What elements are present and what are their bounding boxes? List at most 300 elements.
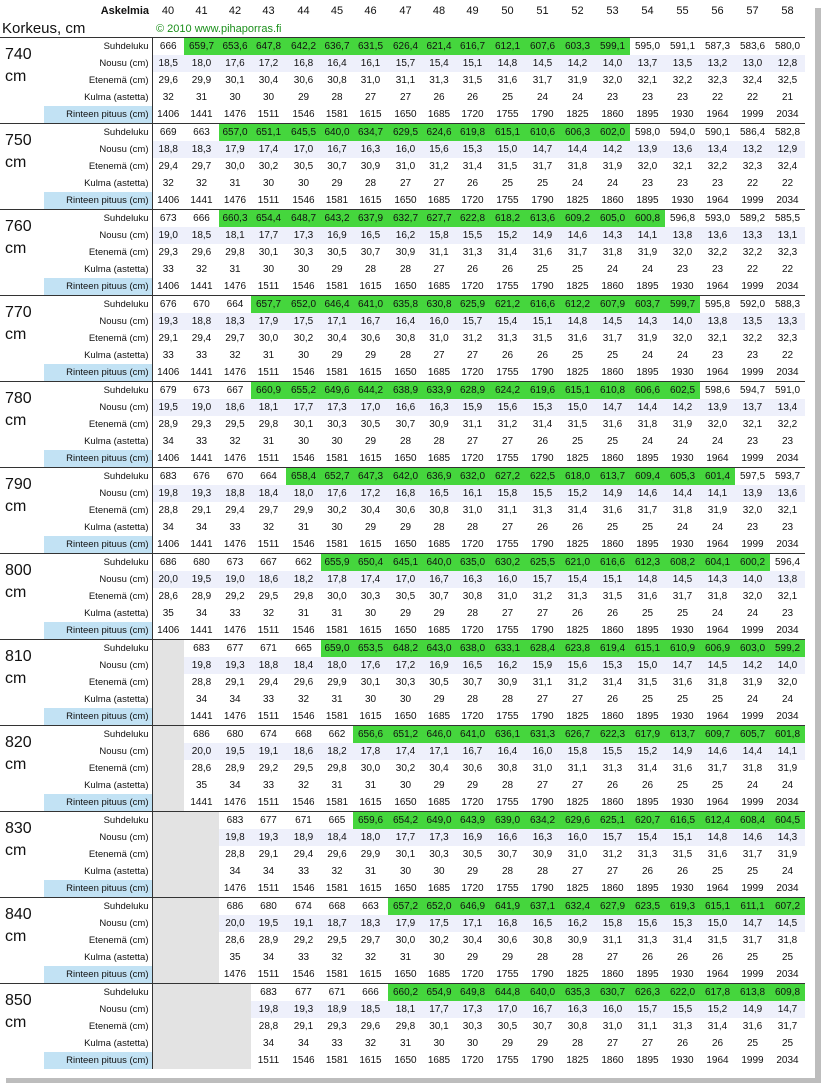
data-row — [0, 794, 805, 812]
value-cell: 31 — [229, 264, 241, 275]
value-cell: 30 — [297, 350, 310, 361]
value-cell: 29,9 — [191, 75, 212, 86]
row-label: Suhdeluku — [44, 468, 152, 486]
row-label: Kulma (astetta) — [44, 175, 152, 192]
value-cell: 31,8 — [567, 161, 588, 172]
data-row — [0, 192, 805, 210]
value-cell: 16,4 — [321, 55, 353, 72]
value-cell: 1546 — [292, 539, 315, 550]
value-cell: 616,7 — [455, 38, 490, 56]
value-cell: 32,1 — [672, 161, 693, 172]
value-cell: 615,1 — [490, 124, 525, 142]
value-cell: 29,1 — [225, 677, 245, 688]
value-cell: 30,9 — [360, 161, 381, 172]
value-cell: 1441 — [190, 453, 213, 464]
value-cell — [152, 932, 184, 949]
value-cell: 29,2 — [293, 935, 314, 946]
row-label: Rinteen pituus (cm) — [44, 794, 152, 812]
value-cell: 612,3 — [630, 554, 665, 572]
value-cell: 1650 — [394, 109, 417, 120]
value-cell: 14,7 — [770, 1001, 805, 1018]
value-cell: 32,0 — [742, 591, 763, 602]
value-cell: 16,0 — [595, 1001, 630, 1018]
value-cell: 31,6 — [672, 677, 693, 688]
value-cell: 1441 — [190, 711, 213, 722]
value-cell: 654,2 — [388, 812, 423, 830]
value-cell: 13,6 — [665, 141, 700, 158]
value-cell: 582,8 — [770, 124, 805, 142]
value-cell: 30,7 — [429, 591, 449, 602]
value-cell: 1790 — [531, 711, 554, 722]
value-cell — [152, 863, 184, 880]
value-cell: 1615 — [359, 367, 382, 378]
value-cell: 15,3 — [525, 399, 560, 416]
value-cell: 655,2 — [286, 382, 321, 400]
value-cell: 645,1 — [388, 554, 423, 572]
value-cell: 25 — [676, 608, 689, 619]
value-cell: 33 — [331, 1038, 343, 1049]
value-cell: 1825 — [566, 539, 589, 550]
data-row — [0, 433, 805, 450]
value-cell: 24 — [746, 608, 759, 619]
data-row — [0, 227, 805, 244]
value-cell: 16,3 — [560, 1001, 595, 1018]
value-cell — [152, 880, 184, 898]
value-cell: 14,9 — [735, 1001, 770, 1018]
value-cell: 16,3 — [423, 399, 455, 416]
value-cell: 17,0 — [388, 571, 423, 588]
value-cell: 26 — [676, 952, 689, 963]
value-cell: 29,1 — [293, 1021, 314, 1032]
value-cell: 671 — [321, 984, 353, 1002]
value-cell: 640,0 — [525, 984, 560, 1002]
data-row — [0, 468, 805, 486]
value-cell: 31,9 — [637, 247, 658, 258]
value-cell: 17,3 — [286, 227, 321, 244]
header-row — [0, 2, 805, 20]
value-cell: 16,0 — [560, 829, 595, 846]
value-cell: 29,7 — [191, 161, 212, 172]
value-cell: 635,8 — [388, 296, 423, 314]
value-cell: 19,1 — [286, 915, 321, 932]
height-label — [0, 640, 44, 726]
value-cell: 1685 — [427, 539, 451, 550]
value-cell: 28 — [536, 952, 549, 963]
value-cell: 1930 — [671, 883, 694, 894]
value-cell: 1964 — [706, 883, 729, 894]
value-cell: 31,2 — [567, 677, 588, 688]
value-cell: 31,3 — [429, 75, 449, 86]
value-cell: 1581 — [325, 195, 349, 206]
value-cell: 606,9 — [700, 640, 735, 658]
value-cell: 30 — [262, 264, 275, 275]
data-row — [0, 674, 805, 691]
step-count-header: 42 — [228, 5, 242, 17]
data-row — [0, 812, 805, 830]
value-cell: 653,6 — [219, 38, 251, 56]
value-cell: 622,3 — [595, 726, 630, 744]
value-cell: 24 — [781, 694, 794, 705]
height-value: 820 — [5, 734, 32, 751]
value-cell — [184, 846, 219, 863]
value-cell: 616,6 — [595, 554, 630, 572]
value-cell: 30 — [399, 780, 412, 791]
value-cell: 31,8 — [777, 935, 798, 946]
value-cell: 33 — [262, 780, 275, 791]
value-cell: 642,2 — [286, 38, 321, 56]
value-cell: 622,0 — [665, 984, 700, 1002]
value-cell: 1650 — [394, 797, 417, 808]
value-cell: 31,5 — [602, 591, 623, 602]
value-cell: 25 — [501, 92, 514, 103]
value-cell: 31,9 — [777, 763, 798, 774]
value-cell: 665 — [286, 640, 321, 658]
value-cell: 30,5 — [395, 591, 416, 602]
value-cell: 28,6 — [158, 591, 178, 602]
value-cell: 615,1 — [630, 640, 665, 658]
value-cell: 15,4 — [560, 571, 595, 588]
value-cell: 1685 — [427, 367, 451, 378]
value-cell: 31 — [262, 350, 275, 361]
height-unit: cm — [5, 68, 27, 85]
value-cell: 1790 — [531, 625, 554, 636]
value-cell: 1546 — [292, 883, 315, 894]
value-cell: 683 — [251, 984, 286, 1002]
value-cell: 1825 — [566, 367, 589, 378]
value-cell: 601,4 — [700, 468, 735, 486]
value-cell: 32,0 — [672, 247, 693, 258]
value-cell: 30,6 — [293, 75, 314, 86]
value-cell: 1546 — [292, 367, 315, 378]
value-cell: 31,1 — [497, 505, 518, 516]
value-cell: 593,0 — [700, 210, 735, 228]
value-cell: 1755 — [496, 367, 519, 378]
value-cell: 18,1 — [219, 227, 251, 244]
value-cell: 26 — [466, 92, 479, 103]
value-cell: 25 — [746, 952, 759, 963]
value-cell: 654,9 — [423, 984, 455, 1002]
value-cell: 592,0 — [735, 296, 770, 314]
value-cell: 17,6 — [353, 657, 388, 674]
value-cell: 2034 — [776, 109, 799, 120]
value-cell: 17,7 — [423, 1001, 455, 1018]
value-cell: 13,9 — [735, 485, 770, 502]
data-row — [0, 726, 805, 744]
value-cell: 17,4 — [251, 141, 286, 158]
value-cell: 29,8 — [327, 763, 347, 774]
value-cell: 583,6 — [735, 38, 770, 56]
value-cell: 15,1 — [525, 313, 560, 330]
value-cell: 12,8 — [770, 55, 805, 72]
value-cell: 30,8 — [327, 75, 347, 86]
value-cell: 29,5 — [327, 935, 347, 946]
row-label: Nousu (cm) — [44, 399, 152, 416]
value-cell: 32,1 — [742, 419, 763, 430]
value-cell — [152, 708, 184, 726]
value-cell: 1930 — [671, 367, 694, 378]
value-cell: 24 — [746, 694, 759, 705]
value-cell: 1964 — [706, 109, 729, 120]
value-cell — [184, 863, 219, 880]
value-cell — [184, 1001, 219, 1018]
value-cell: 619,3 — [665, 898, 700, 916]
value-cell: 1755 — [496, 625, 519, 636]
value-cell: 29 — [501, 1038, 514, 1049]
value-cell: 31 — [364, 780, 377, 791]
value-cell: 612,4 — [700, 812, 735, 830]
value-cell — [152, 949, 184, 966]
value-cell: 18,8 — [184, 313, 219, 330]
value-cell: 30 — [399, 694, 412, 705]
value-cell: 601,8 — [770, 726, 805, 744]
value-cell: 1406 — [157, 281, 180, 292]
value-cell: 1720 — [461, 1055, 484, 1066]
value-cell: 29,9 — [327, 677, 347, 688]
value-cell: 34 — [195, 694, 208, 705]
value-cell: 667 — [251, 554, 286, 572]
value-cell: 14,7 — [735, 915, 770, 932]
value-cell: 31,2 — [462, 333, 483, 344]
value-cell: 31,9 — [777, 849, 798, 860]
row-label: Nousu (cm) — [44, 485, 152, 502]
copyright-text: © 2010 www.pihaporras.fi — [156, 22, 282, 35]
value-cell: 19,8 — [152, 485, 184, 502]
value-cell: 633,9 — [423, 382, 455, 400]
value-cell: 31,3 — [637, 849, 658, 860]
value-cell: 1999 — [741, 453, 764, 464]
value-cell: 15,2 — [630, 743, 665, 760]
value-cell: 633,1 — [490, 640, 525, 658]
value-cell: 16,1 — [455, 485, 490, 502]
value-cell: 13,7 — [735, 399, 770, 416]
value-cell: 593,7 — [770, 468, 805, 486]
data-row — [0, 880, 805, 898]
value-cell: 28 — [433, 436, 445, 447]
value-cell: 607,9 — [595, 296, 630, 314]
value-cell: 621,2 — [490, 296, 525, 314]
data-row — [0, 640, 805, 658]
value-cell: 609,4 — [630, 468, 665, 486]
value-cell: 16,3 — [353, 141, 388, 158]
value-cell: 14,5 — [700, 657, 735, 674]
value-cell: 15,5 — [455, 227, 490, 244]
value-cell: 645,5 — [286, 124, 321, 142]
value-cell: 25 — [571, 264, 584, 275]
value-cell: 673 — [184, 382, 219, 400]
value-cell: 680 — [184, 554, 219, 572]
value-cell: 17,1 — [423, 743, 455, 760]
row-label: Rinteen pituus (cm) — [44, 622, 152, 640]
value-cell: 25 — [536, 178, 549, 189]
value-cell: 595,8 — [700, 296, 735, 314]
value-cell: 29 — [466, 952, 479, 963]
value-cell: 28,8 — [158, 505, 178, 516]
value-cell: 31,2 — [532, 591, 553, 602]
value-cell: 15,2 — [560, 485, 595, 502]
data-row — [0, 863, 805, 880]
value-cell: 29,7 — [360, 935, 381, 946]
value-cell: 2034 — [776, 883, 799, 894]
value-cell: 1964 — [706, 1055, 729, 1066]
value-cell: 23 — [781, 608, 794, 619]
value-cell: 1546 — [292, 711, 315, 722]
value-cell: 666 — [152, 38, 184, 56]
value-cell: 1999 — [741, 1055, 764, 1066]
row-label: Rinteen pituus (cm) — [44, 450, 152, 468]
value-cell: 29,9 — [360, 849, 381, 860]
value-cell: 25 — [536, 264, 549, 275]
value-cell: 18,0 — [353, 829, 388, 846]
value-cell — [152, 777, 184, 794]
value-cell: 29,8 — [395, 1021, 416, 1032]
value-cell: 31 — [364, 866, 377, 877]
value-cell: 31 — [297, 608, 310, 619]
value-cell: 31,9 — [602, 161, 623, 172]
value-cell — [184, 1018, 219, 1035]
value-cell — [184, 898, 219, 916]
value-cell: 1860 — [601, 367, 624, 378]
value-cell: 25 — [676, 780, 689, 791]
step-count-header: 58 — [781, 5, 794, 17]
value-cell — [219, 1035, 251, 1052]
row-label: Suhdeluku — [44, 640, 152, 658]
value-cell: 24 — [606, 264, 619, 275]
value-cell: 33 — [195, 350, 208, 361]
value-cell: 13,4 — [700, 141, 735, 158]
value-cell: 17,9 — [251, 313, 286, 330]
value-cell: 31,4 — [602, 677, 623, 688]
row-label: Nousu (cm) — [44, 1001, 152, 1018]
value-cell: 1441 — [190, 281, 213, 292]
value-cell: 15,1 — [665, 829, 700, 846]
value-cell: 613,7 — [595, 468, 630, 486]
value-cell: 17,2 — [353, 485, 388, 502]
value-cell: 14,6 — [735, 829, 770, 846]
value-cell: 1476 — [223, 711, 247, 722]
value-cell: 30 — [433, 1038, 445, 1049]
value-cell: 32 — [162, 92, 174, 103]
value-cell: 1581 — [325, 969, 349, 980]
value-cell: 30,1 — [258, 247, 279, 258]
value-cell: 30,6 — [497, 935, 518, 946]
value-cell: 31,7 — [637, 505, 658, 516]
row-label: Rinteen pituus (cm) — [44, 1052, 152, 1069]
value-cell: 14,0 — [770, 657, 805, 674]
value-cell: 609,8 — [770, 984, 805, 1002]
value-cell: 31,7 — [742, 935, 763, 946]
step-count-header: 54 — [641, 5, 654, 17]
height-unit: cm — [5, 928, 27, 945]
value-cell: 13,6 — [700, 227, 735, 244]
value-cell: 30,3 — [462, 1021, 483, 1032]
height-unit: cm — [5, 1014, 27, 1031]
value-cell: 29,4 — [293, 849, 314, 860]
value-cell: 639,0 — [490, 812, 525, 830]
value-cell: 31 — [331, 694, 343, 705]
value-cell: 646,4 — [321, 296, 353, 314]
value-cell: 643,2 — [321, 210, 353, 228]
value-cell: 598,0 — [630, 124, 665, 142]
value-cell: 13,3 — [735, 227, 770, 244]
data-row — [0, 1052, 805, 1069]
value-cell: 15,0 — [700, 915, 735, 932]
value-cell: 1476 — [223, 109, 247, 120]
value-cell: 31,6 — [637, 591, 658, 602]
value-cell: 28 — [501, 866, 514, 877]
value-cell: 23 — [711, 264, 724, 275]
value-cell: 30,7 — [327, 161, 347, 172]
value-cell: 1685 — [427, 969, 451, 980]
value-cell: 670 — [184, 296, 219, 314]
value-cell: 646,0 — [423, 726, 455, 744]
value-cell: 14,8 — [630, 571, 665, 588]
value-cell: 1755 — [496, 711, 519, 722]
value-cell: 33 — [229, 608, 241, 619]
value-cell: 618,2 — [490, 210, 525, 228]
value-cell: 619,4 — [595, 640, 630, 658]
value-cell: 27 — [433, 178, 445, 189]
value-cell: 28,6 — [191, 763, 212, 774]
value-cell: 674 — [251, 726, 286, 744]
value-cell: 28,9 — [258, 935, 279, 946]
value-cell: 2034 — [776, 453, 799, 464]
value-cell: 18,3 — [353, 915, 388, 932]
value-cell: 15,6 — [423, 141, 455, 158]
row-label: Etenemä (cm) — [44, 674, 152, 691]
data-row — [0, 622, 805, 640]
value-cell: 1685 — [427, 109, 451, 120]
value-cell: 29 — [433, 694, 445, 705]
data-row — [0, 691, 805, 708]
value-cell — [184, 1052, 219, 1069]
value-cell: 19,5 — [219, 743, 251, 760]
value-cell: 30,8 — [395, 333, 416, 344]
row-label: Nousu (cm) — [44, 55, 152, 72]
value-cell: 17,0 — [490, 1001, 525, 1018]
value-cell: 14,2 — [560, 55, 595, 72]
row-label: Suhdeluku — [44, 38, 152, 56]
value-cell: 30,2 — [327, 505, 347, 516]
value-cell: 27 — [466, 436, 479, 447]
value-cell: 1441 — [190, 797, 213, 808]
value-cell: 25 — [781, 1038, 794, 1049]
subheader-row — [0, 20, 805, 38]
value-cell: 668 — [286, 726, 321, 744]
value-cell: 33 — [297, 952, 310, 963]
value-cell: 1720 — [461, 797, 484, 808]
value-cell: 610,9 — [665, 640, 700, 658]
value-cell: 14,3 — [595, 227, 630, 244]
value-cell — [152, 812, 184, 830]
value-cell: 1964 — [706, 195, 729, 206]
value-cell: 1581 — [325, 453, 349, 464]
value-cell: 32,1 — [707, 333, 728, 344]
value-cell: 18,9 — [321, 1001, 353, 1018]
value-cell: 22 — [711, 92, 724, 103]
value-cell: 27 — [433, 264, 445, 275]
value-cell: 15,8 — [423, 227, 455, 244]
value-cell: 648,7 — [286, 210, 321, 228]
value-cell: 23 — [781, 522, 794, 533]
value-cell: 14,8 — [560, 313, 595, 330]
value-cell: 32 — [229, 436, 241, 447]
value-cell: 15,5 — [595, 743, 630, 760]
value-cell: 1755 — [496, 1055, 519, 1066]
value-cell: 1964 — [706, 797, 729, 808]
value-cell: 16,7 — [423, 571, 455, 588]
value-cell: 23 — [641, 92, 654, 103]
value-cell: 32,1 — [637, 75, 658, 86]
